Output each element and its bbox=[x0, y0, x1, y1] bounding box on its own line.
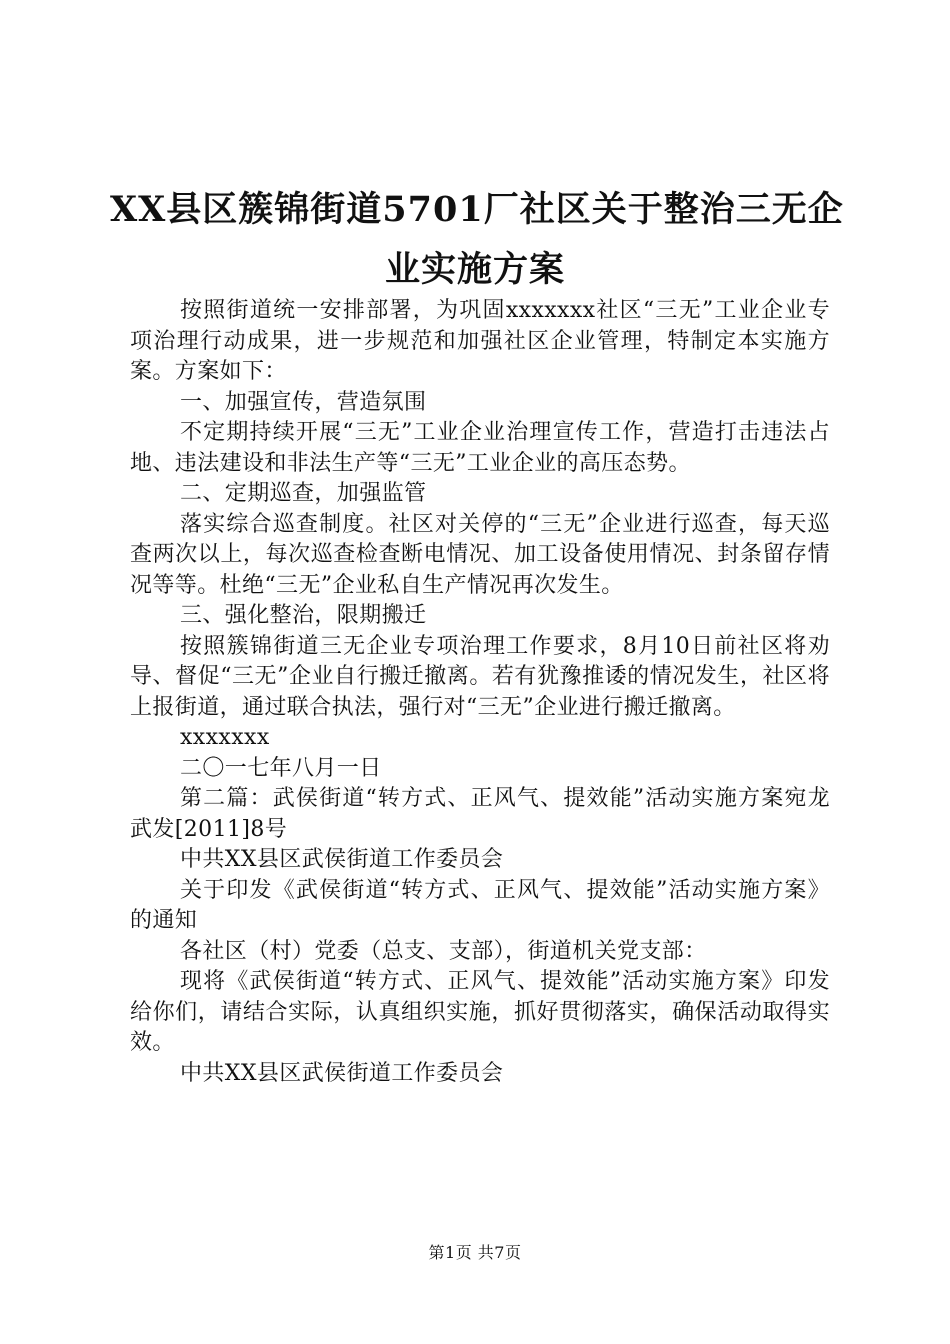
document-body bbox=[130, 296, 830, 1089]
section-heading-3: 三、强化整治，限期搬迁 bbox=[180, 603, 427, 628]
document-title-line-2: 业实施方案 bbox=[384, 249, 565, 290]
document-title-line-1: XX县区簇锦街道5701厂社区关于整治三无企 bbox=[110, 189, 844, 230]
signature-date: 二〇一七年八月一日 bbox=[180, 755, 382, 781]
notice-title: 关于印发《武侯街道“转方式、正风气、提效能”活动实施方案》的通知 bbox=[130, 877, 830, 933]
section-heading-2: 二、定期巡查，加强监管 bbox=[180, 481, 427, 506]
signature-org: xxxxxxx bbox=[180, 725, 270, 750]
notice-signature: 中共XX县区武侯街道工作委员会 bbox=[180, 1060, 504, 1086]
page-number-footer: 第1页 共7页 bbox=[428, 1243, 522, 1262]
notice-recipients: 各社区（村）党委（总支、支部），街道机关党支部： bbox=[180, 938, 707, 964]
notice-body: 现将《武侯街道“转方式、正风气、提效能”活动实施方案》印发给你们，请结合实际，认真组织实施，抓好贯彻落实，确保活动取得实效。 bbox=[130, 969, 830, 1055]
second-article-title: 第二篇：武侯街道“转方式、正风气、提效能”活动实施方案宛龙武发[2011]8号 bbox=[130, 786, 830, 842]
issuing-committee: 中共XX县区武侯街道工作委员会 bbox=[180, 847, 504, 872]
section-paragraph-3: 按照簇锦街道三无企业专项治理工作要求，8月10日前社区将劝导、督促“三无”企业自行搬迁撤离。若有犹豫推诿的情况发生，社区将上报街道，通过联合执法，强行对“三无”企业进行搬迁撤离。 bbox=[130, 633, 830, 720]
intro-paragraph: 按照街道统一安排部署，为巩固xxxxxxx社区“三无”工业企业专项治理行动成果，进一步规范和加强社区企业管理，特制定本实施方案。方案如下： bbox=[130, 298, 830, 384]
section-heading-1: 一、加强宣传，营造氛围 bbox=[180, 389, 427, 415]
section-paragraph-2: 落实综合巡查制度。社区对关停的“三无”企业进行巡查，每天巡查两次以上，每次巡查检查断电情况、加工设备使用情况、封条留存情况等等。杜绝“三无”企业私自生产情况再次发生。 bbox=[130, 511, 830, 598]
section-paragraph-1: 不定期持续开展“三无”工业企业治理宣传工作，营造打击违法占地、违法建设和非法生产等“三无”工业企业的高压态势。 bbox=[130, 420, 830, 476]
